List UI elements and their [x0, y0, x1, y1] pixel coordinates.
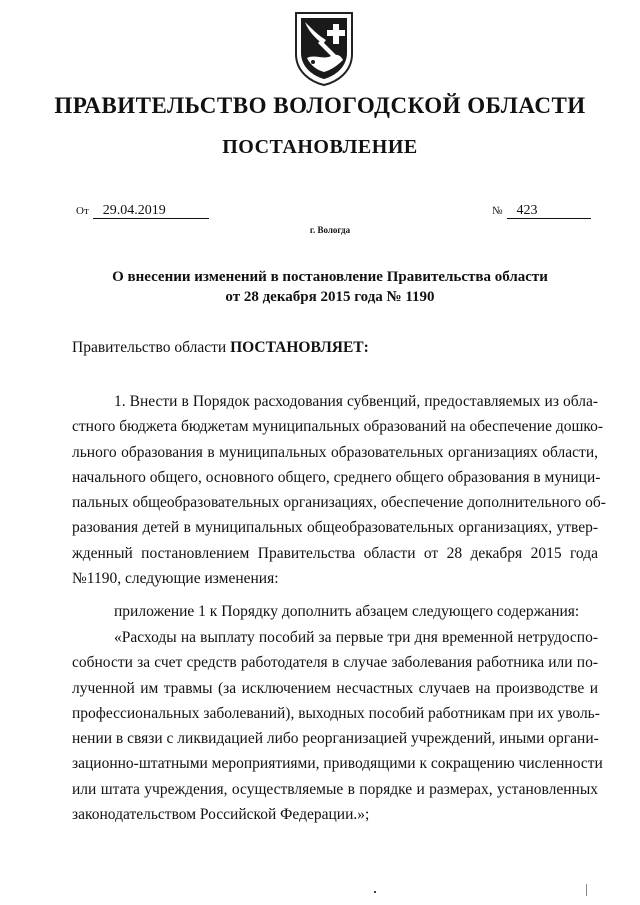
government-title: ПРАВИТЕЛЬСТВО ВОЛОГОДСКОЙ ОБЛАСТИ	[54, 93, 586, 118]
document-number	[492, 203, 591, 219]
number-label: №	[492, 205, 503, 217]
date-value: 29.04.2019	[93, 204, 209, 219]
subject-line: от 28 декабря 2015 года № 1190	[225, 289, 435, 305]
paragraph-2	[72, 599, 598, 624]
text-line: пальных общеобразовательных организациях, обеспечение дополнительного об-	[72, 494, 606, 512]
text-line: стного бюджета бюджетам муниципальных образований на обеспечение дошко-	[72, 418, 604, 436]
text-line: «Расходы на выплату пособий за первые три дня временной нетрудоспо-	[114, 629, 598, 646]
scan-mark	[374, 891, 376, 893]
text-line: собности за счет средств работодателя в случае заболевания работника или по-	[72, 654, 598, 672]
resolves-prefix: Правительство области	[72, 339, 231, 356]
text-line: законодательством Российской Федерации.»;	[72, 806, 370, 824]
number-value: 423	[507, 204, 591, 219]
document-type: ПОСТАНОВЛЕНИЕ	[222, 136, 418, 158]
text-line: 1. Внести в Порядок расходования субвенций, предоставляемых из обла-	[114, 393, 598, 410]
document-date	[76, 203, 209, 219]
document-subject	[0, 267, 640, 307]
paragraph-3	[72, 625, 603, 827]
subject-line: О внесении изменений в постановление Правительства области	[112, 269, 548, 285]
resolves-statement	[72, 339, 369, 357]
text-line: льного образования в муниципальных образовательных организациях области,	[72, 443, 598, 461]
paragraph-1	[72, 389, 606, 591]
text-line: зационно-штатными мероприятиями, приводящими к сокращению численности	[72, 755, 603, 773]
text-line: нении в связи с ликвидацией либо реорганизацией учреждений, иными органи-	[72, 730, 599, 748]
text-line: приложение 1 к Порядку дополнить абзацем следующего содержания:	[114, 603, 580, 620]
text-line: разования детей в муниципальных общеобразовательных организациях, утвер-	[72, 519, 598, 537]
text-line: жденный постановлением Правительства области от 28 декабря 2015 года	[72, 544, 598, 562]
text-line: профессиональных заболеваний), выходных пособий работникам при их уволь-	[72, 704, 600, 722]
scan-mark	[586, 884, 587, 896]
text-line: лученной им травмы (за исключением несчастных случаев на производстве и	[72, 679, 598, 697]
date-label: От	[76, 205, 89, 217]
city: г. Вологда	[309, 225, 351, 235]
resolves-keyword: ПОСТАНОВЛЯЕТ:	[230, 339, 369, 356]
text-line: начального общего, основного общего, среднего общего образования в муници-	[72, 468, 601, 486]
text-line: или штата учреждения, осуществляемые в порядке и размерах, установленных	[72, 780, 598, 798]
text-line: №1190, следующие изменения:	[72, 570, 279, 588]
vologda-coat-of-arms-icon	[293, 10, 355, 86]
